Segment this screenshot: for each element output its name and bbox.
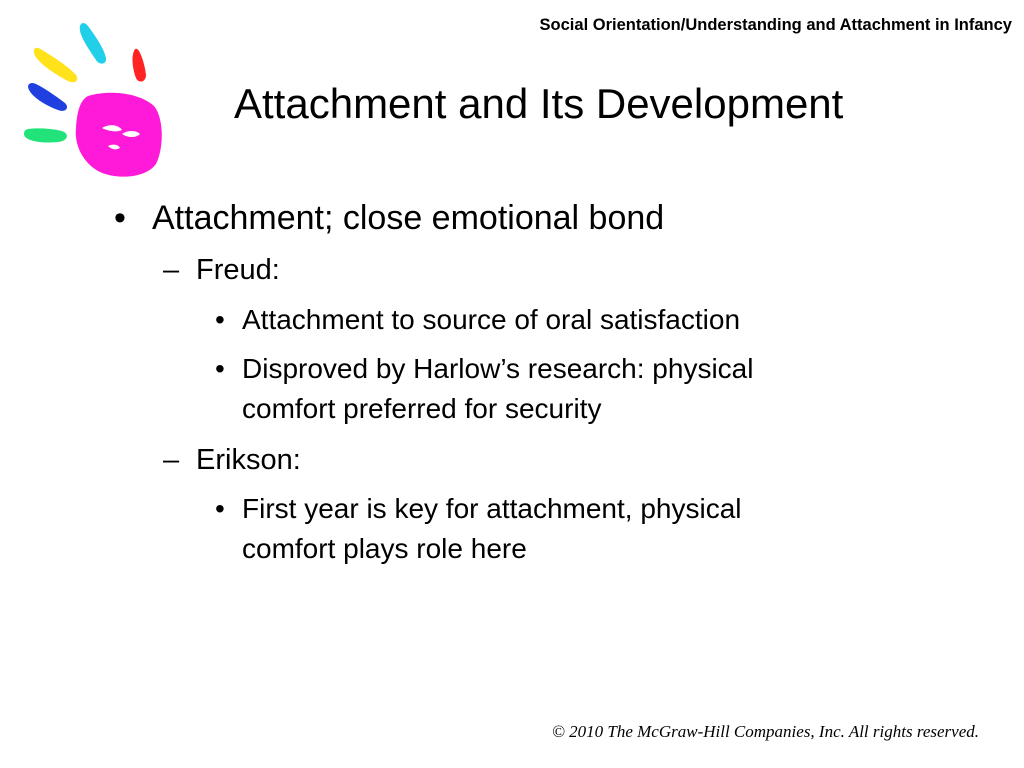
bullet-level1-text: Attachment; close emotional bond <box>152 199 665 237</box>
dash-marker: – <box>163 254 180 286</box>
bullet-marker: • <box>215 493 225 524</box>
copyright-footer: © 2010 The McGraw-Hill Companies, Inc. All rights reserved. <box>551 722 979 741</box>
sub-bullet-freud: Freud: <box>196 254 280 286</box>
course-header: Social Orientation/Understanding and Attachment in Infancy <box>539 16 1012 34</box>
slide-title: Attachment and Its Development <box>234 80 844 127</box>
sub-sub-bullet-line: comfort preferred for security <box>242 393 602 424</box>
bullet-marker: • <box>114 199 126 237</box>
sub-sub-bullet-text: Attachment to source of oral satisfaction <box>242 304 741 335</box>
sub-sub-bullet-line: comfort plays role here <box>242 533 527 564</box>
dash-marker: – <box>163 444 180 476</box>
sub-sub-bullet-line: Disproved by Harlow’s research: physical <box>242 353 754 384</box>
bullet-marker: • <box>215 353 225 384</box>
sub-sub-bullet-line: First year is key for attachment, physical <box>242 493 742 524</box>
sub-bullet-erikson: Erikson: <box>196 444 301 476</box>
painted-handprint-icon <box>18 18 178 183</box>
bullet-marker: • <box>215 304 225 335</box>
handprint-logo <box>18 18 178 183</box>
